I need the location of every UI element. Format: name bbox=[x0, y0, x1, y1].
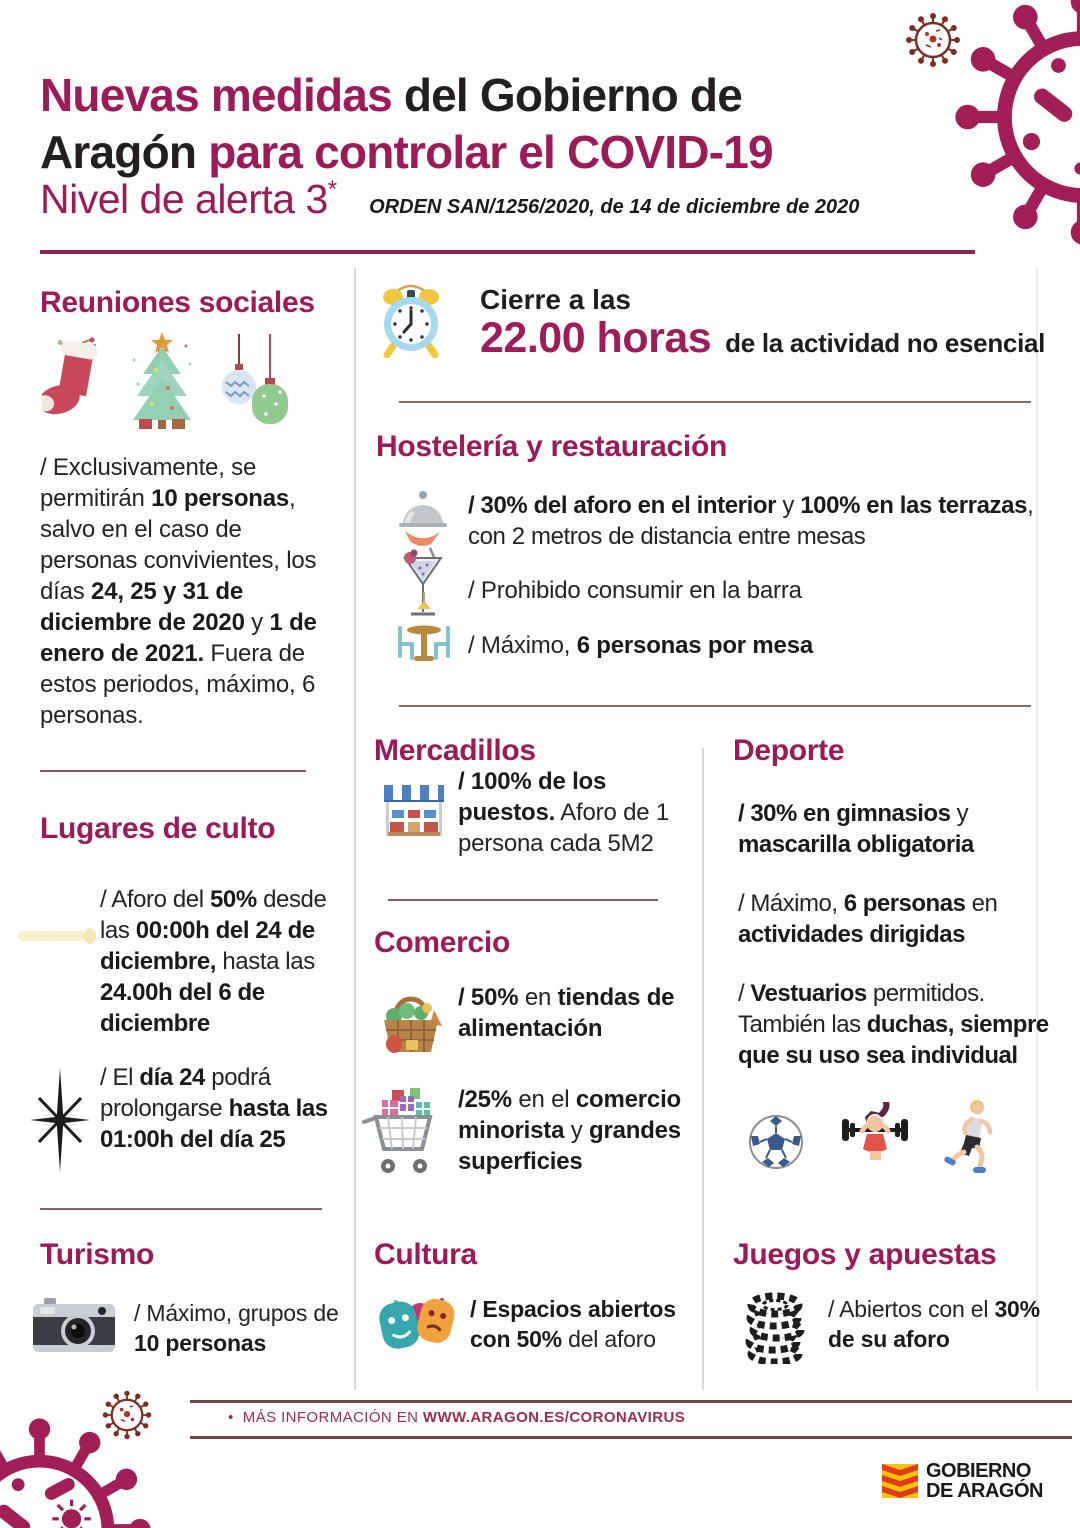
order-reference: ORDEN SAN/1256/2020, de 14 de diciembre de 2020 bbox=[369, 196, 860, 218]
culto-item-1: / Aforo del 50% desde las 00:00h del 24 de diciembre, hasta las 24.00h del 6 de diciembre bbox=[100, 886, 327, 1037]
gobierno-aragon-logo bbox=[882, 1461, 1043, 1501]
ornaments-icon bbox=[222, 334, 288, 428]
cloche-icon bbox=[396, 488, 450, 546]
mercadillos-text: / 100% de los puestos. Aforo de 1 persona cada 5M2 bbox=[458, 768, 669, 857]
logo-line-1: GOBIERNO bbox=[926, 1460, 1031, 1482]
section-title-comercio: Comercio bbox=[374, 926, 510, 959]
footer-line-top bbox=[190, 1400, 1072, 1403]
closure-line bbox=[480, 314, 1045, 363]
alert-level: Nivel de alerta 3 bbox=[40, 176, 328, 222]
deporte-item-2: / Máximo, 6 personas en actividades dirigidas bbox=[738, 890, 998, 948]
alert-level-row bbox=[40, 176, 859, 223]
section-title-cultura: Cultura bbox=[374, 1238, 477, 1271]
culto-item-2: / El día 24 podrá prolongarse hasta las 01:00h del día 25 bbox=[100, 1064, 328, 1153]
section-title-juegos: Juegos y apuestas bbox=[733, 1238, 997, 1271]
footer-line-bottom bbox=[190, 1436, 1072, 1439]
page-title bbox=[40, 67, 920, 181]
logo-line-2: DE ARAGÓN bbox=[926, 1480, 1043, 1502]
header-divider bbox=[40, 250, 975, 254]
comercio-item-2: /25% en el comercio minorista y grandes superficies bbox=[458, 1086, 682, 1175]
title-accent-2: para controlar el COVID-19 bbox=[208, 125, 773, 178]
runner-icon bbox=[940, 1098, 998, 1176]
poker-chips-icon bbox=[744, 1288, 806, 1364]
turismo-text: / Máximo, grupos de 10 personas bbox=[134, 1300, 339, 1356]
reuniones-divider bbox=[40, 770, 306, 772]
section-title-mercadillos: Mercadillos bbox=[374, 734, 536, 767]
footer-info-url: WWW.ARAGON.ES/CORONAVIRUS bbox=[422, 1409, 686, 1426]
column-divider-left bbox=[354, 268, 356, 1390]
mercadillos-divider bbox=[388, 899, 658, 901]
small-virus-footer-icon bbox=[100, 1388, 154, 1442]
hosteleria-divider bbox=[399, 705, 1031, 707]
section-title-reuniones: Reuniones sociales bbox=[40, 286, 315, 319]
turismo-divider bbox=[40, 1208, 322, 1210]
title-black-1: del Gobierno de bbox=[391, 68, 742, 121]
closure-intro: Cierre a las bbox=[480, 284, 631, 315]
title-black-2: Aragón bbox=[40, 125, 209, 178]
soccer-ball-icon bbox=[748, 1114, 804, 1170]
section-title-turismo: Turismo bbox=[40, 1238, 155, 1271]
title-accent-1: Nuevas medidas bbox=[40, 68, 392, 121]
section-title-hosteleria: Hostelería y restauración bbox=[376, 430, 727, 463]
reuniones-text: / Exclusivamente, se permitirán 10 personas, salvo en el caso de personas convivientes, los días 24, 25 y 31 de diciembre de 2020 y 1 de enero de 2021. Fuera de estos periodos, máximo, 6 personas. bbox=[40, 454, 317, 729]
weightlifter-icon bbox=[840, 1102, 910, 1178]
food-basket-icon bbox=[376, 984, 446, 1056]
deporte-item-1: / 30% en gimnasios y mascarilla obligatoria bbox=[738, 800, 974, 858]
section-title-deporte: Deporte bbox=[733, 734, 845, 767]
shopping-cart-icon bbox=[358, 1086, 448, 1180]
hosteleria-item-1: / 30% del aforo en el interior y 100% en las terrazas, con 2 metros de distancia entre mesas bbox=[468, 492, 1034, 550]
hosteleria-item-3: / Máximo, 6 personas por mesa bbox=[468, 632, 813, 659]
cultura-text: / Espacios abiertos con 50% del aforo bbox=[470, 1296, 676, 1352]
candle-icon bbox=[16, 926, 100, 946]
logo-text bbox=[926, 1461, 1043, 1501]
christmas-stocking-icon bbox=[42, 334, 106, 430]
closure-divider bbox=[399, 401, 1031, 403]
comercio-item-1: / 50% en tiendas de alimentación bbox=[458, 984, 675, 1042]
footer-info-prefix: MÁS INFORMACIÓN EN bbox=[242, 1409, 423, 1426]
star-icon bbox=[22, 1068, 98, 1172]
table-chairs-icon bbox=[392, 592, 456, 674]
camera-icon bbox=[32, 1294, 116, 1358]
alert-asterisk: * bbox=[327, 176, 338, 203]
closure-time: 22.00 horas bbox=[480, 314, 712, 362]
christmas-tree-icon bbox=[126, 330, 198, 432]
section-title-culto: Lugares de culto bbox=[40, 812, 276, 845]
footer-info bbox=[228, 1409, 685, 1426]
aragon-flag-icon bbox=[882, 1464, 918, 1498]
footer-bullet: • bbox=[228, 1409, 234, 1426]
alarm-clock-icon bbox=[380, 280, 442, 358]
hosteleria-item-2: / Prohibido consumir en la barra bbox=[468, 577, 802, 604]
juegos-text: / Abiertos con el 30% de su aforo bbox=[828, 1296, 1040, 1352]
theater-masks-icon bbox=[376, 1290, 460, 1358]
large-virus-icon bbox=[948, 0, 1080, 252]
deporte-item-3: / Vestuarios permitidos. También las duchas, siempre que su uso sea individual bbox=[738, 980, 1049, 1069]
closure-suffix: de la actividad no esencial bbox=[725, 328, 1046, 358]
market-stall-icon bbox=[382, 780, 446, 844]
